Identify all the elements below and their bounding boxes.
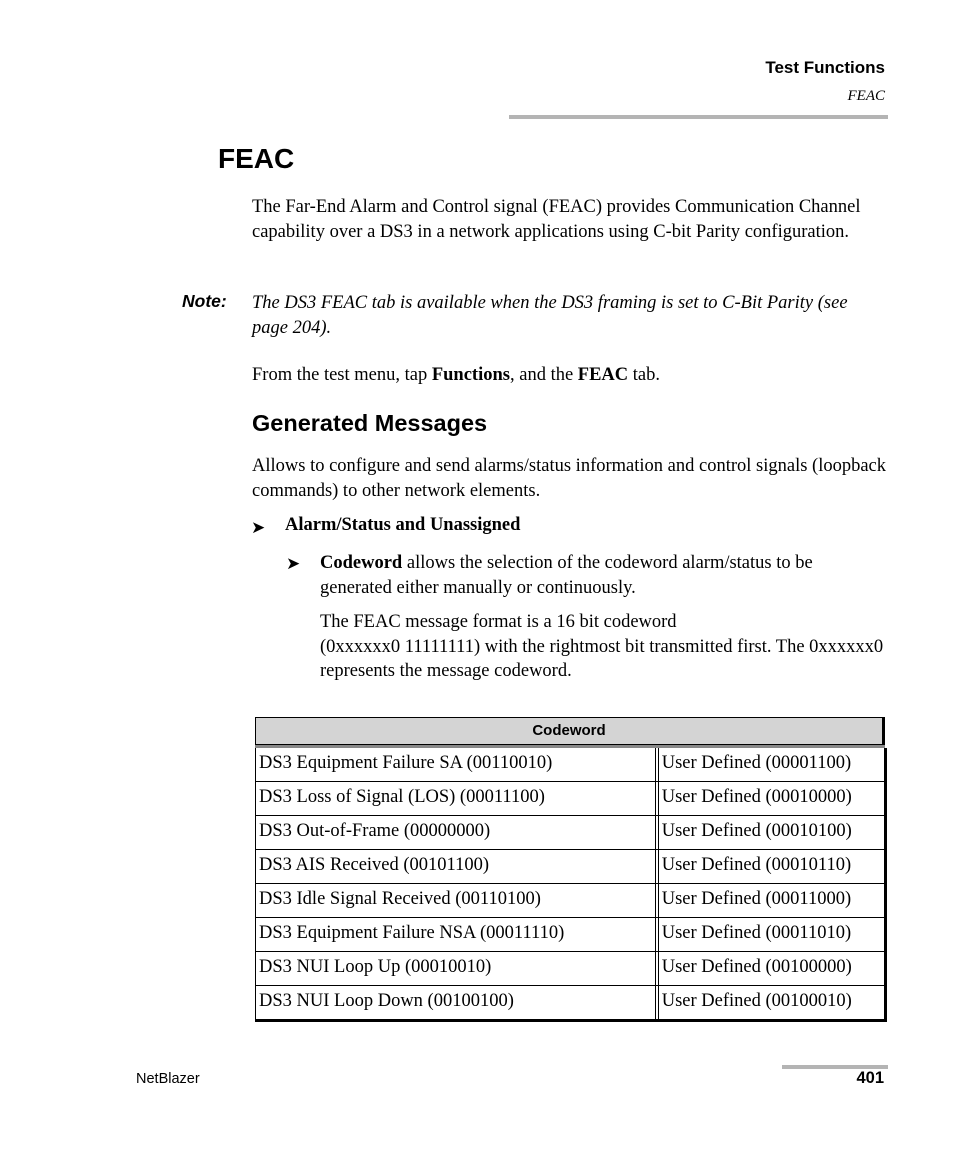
table-row [256, 849, 884, 883]
format-line-2: (0xxxxxx0 11111111) with the rightmost bit transmitted first. The 0xxxxxx0 represents the message codeword. [320, 636, 884, 681]
nav-feac: FEAC [577, 365, 629, 385]
table-cell: User Defined (00100010) [658, 986, 884, 1019]
table-row [256, 951, 884, 985]
note-label: Note: [182, 291, 227, 311]
table-cell: DS3 Loss of Signal (LOS) (00011100) [256, 782, 656, 815]
table-row [256, 883, 884, 917]
table-cell: DS3 NUI Loop Up (00010010) [256, 952, 656, 985]
nav-prefix: From the test menu, tap [252, 365, 432, 385]
navigation-instruction [252, 363, 888, 388]
table-row [256, 917, 884, 951]
table-row [256, 781, 884, 815]
table-cell: DS3 Out-of-Frame (00000000) [256, 816, 656, 849]
bullet-arrow-icon: ➤ [251, 518, 266, 537]
bullet-alarm-status: Alarm/Status and Unassigned [285, 515, 521, 535]
table-body [255, 748, 887, 1022]
table-cell: User Defined (00001100) [658, 748, 884, 781]
page-title: FEAC [218, 143, 295, 174]
table-cell: DS3 AIS Received (00101100) [256, 850, 656, 883]
running-header-section: FEAC [847, 88, 885, 104]
nav-functions: Functions [431, 365, 510, 385]
footer-product-name: NetBlazer [136, 1071, 200, 1087]
table-cell: DS3 Equipment Failure SA (00110010) [256, 748, 656, 781]
table-cell: User Defined (00010000) [658, 782, 884, 815]
nav-suffix: tab. [628, 365, 661, 385]
table-cell: DS3 Equipment Failure NSA (00011110) [256, 918, 656, 951]
table-cell: DS3 NUI Loop Down (00100100) [256, 986, 656, 1019]
section-description: Allows to configure and send alarms/status information and control signals (loopback commands) to other network elements. [252, 456, 887, 501]
bullet-codeword [320, 551, 888, 600]
table-row [256, 748, 884, 781]
format-line-1: The FEAC message format is a 16 bit codeword [320, 612, 677, 632]
section-heading: Generated Messages [252, 410, 488, 436]
table-cell: User Defined (00100000) [658, 952, 884, 985]
codeword-term: Codeword [320, 553, 403, 573]
running-header-chapter: Test Functions [765, 58, 885, 77]
table-cell: DS3 Idle Signal Received (00110100) [256, 884, 656, 917]
format-paragraph [320, 610, 888, 684]
note-text: The DS3 FEAC tab is available when the DS3 framing is set to C-Bit Parity (see page 204). [252, 293, 848, 338]
nav-middle: , and the [509, 365, 578, 385]
table-row [256, 815, 884, 849]
header-divider [509, 115, 888, 119]
page-number: 401 [856, 1069, 884, 1087]
codeword-description: allows the selection of the codeword alarm/status to be generated either manually or continuously. [320, 553, 813, 598]
table-cell: User Defined (00010100) [658, 816, 884, 849]
table-header: Codeword [255, 717, 885, 745]
intro-paragraph: The Far-End Alarm and Control signal (FEAC) provides Communication Channel capability over a DS3 in a network applications using C-bit Parity configuration. [252, 197, 861, 242]
table-cell: User Defined (00010110) [658, 850, 884, 883]
bullet-arrow-icon: ➤ [286, 554, 301, 573]
table-row [256, 985, 884, 1019]
codeword-table [255, 717, 887, 1023]
table-cell: User Defined (00011010) [658, 918, 884, 951]
table-cell: User Defined (00011000) [658, 884, 884, 917]
